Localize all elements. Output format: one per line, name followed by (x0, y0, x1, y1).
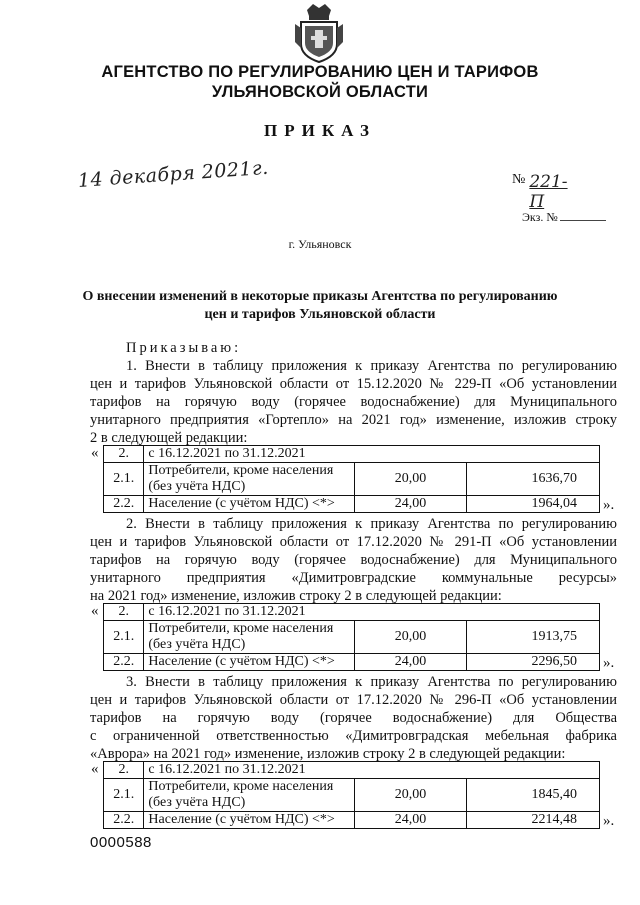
copy-number-blank (560, 210, 606, 221)
tariff-value-1: 20,00 (354, 779, 467, 812)
item1-line: 1. Внести в таблицу приложения к приказу Агентства по регулированию (126, 358, 617, 374)
table-row (104, 812, 600, 829)
row-number: 2.2. (104, 496, 144, 513)
consumer-label: Потребители, кроме населения (без учёта НДС) (144, 779, 354, 812)
consumer-label: Потребители, кроме населения (без учёта НДС) (144, 621, 354, 654)
tariff-value-2: 1636,70 (467, 463, 600, 496)
consumer-label: Население (с учётом НДС) <*> (144, 496, 354, 513)
row-number: 2.2. (104, 812, 144, 829)
period: с 16.12.2021 по 31.12.2021 (144, 446, 600, 463)
table-row (104, 463, 600, 496)
tariff-table (103, 445, 600, 513)
tariff-value-1: 20,00 (354, 621, 467, 654)
coat-of-arms-icon (293, 2, 345, 64)
consumer-label: Население (с учётом НДС) <*> (144, 812, 354, 829)
quote-close: ». (603, 813, 615, 829)
item2-line: цен и тарифов Ульяновской области от 17.12.2020 № 291-П «Об установлении (90, 534, 617, 550)
item1-line: цен и тарифов Ульяновской области от 15.12.2020 № 229-П «Об установлении (90, 376, 617, 392)
consumer-label: Потребители, кроме населения (без учёта НДС) (144, 463, 354, 496)
row-number: 2. (104, 604, 144, 621)
item3-line: с ограниченной ответственностью «Димитровградская мебельная фабрика (90, 728, 617, 744)
table-row (104, 446, 600, 463)
agency-name-line1: АГЕНТСТВО ПО РЕГУЛИРОВАНИЮ ЦЕН И ТАРИФОВ (101, 63, 539, 81)
item2-line: на 2021 год» изменение, изложив строку 2 в следующей редакции: (90, 588, 502, 604)
period: с 16.12.2021 по 31.12.2021 (144, 762, 600, 779)
row-number: 2. (104, 762, 144, 779)
row-number: 2.1. (104, 463, 144, 496)
item1-line: 2 в следующей редакции: (90, 430, 248, 446)
copy-number (522, 210, 606, 225)
tariff-value-2: 1964,04 (467, 496, 600, 513)
subject-line1: О внесении изменений в некоторые приказы Агентства по регулированию (82, 289, 558, 304)
table-row (104, 604, 600, 621)
city: г. Ульяновск (288, 237, 352, 251)
item1-line: унитарного предприятия «Гортепло» на 2021 год» изменение, изложив строку (90, 412, 617, 428)
tariff-value-2: 2296,50 (467, 654, 600, 671)
table-row (104, 496, 600, 513)
document-type: ПРИКАЗ (264, 121, 376, 140)
row-number: 2.1. (104, 621, 144, 654)
agency-name-line2: УЛЬЯНОВСКОЙ ОБЛАСТИ (211, 83, 429, 101)
period: с 16.12.2021 по 31.12.2021 (144, 604, 600, 621)
quote-open: « (91, 603, 99, 619)
table-row (104, 779, 600, 812)
quote-open: « (91, 445, 99, 461)
item3-line: «Аврора» на 2021 год» изменение, изложив строку 2 в следующей редакции: (90, 746, 566, 762)
tariff-value-1: 24,00 (354, 812, 467, 829)
order-number (512, 172, 568, 212)
item3-line: тарифов на горячую воду (горячее водоснабжение) для Общества (90, 710, 617, 726)
tariff-value-1: 20,00 (354, 463, 467, 496)
row-number: 2.2. (104, 654, 144, 671)
tariff-table (103, 761, 600, 829)
row-number: 2.1. (104, 779, 144, 812)
tariff-value-2: 1913,75 (467, 621, 600, 654)
order-word: Приказываю: (126, 340, 242, 356)
item2-line: тарифов на горячую воду (горячее водоснабжение) для Муниципального (90, 552, 617, 568)
item2-line: 2. Внести в таблицу приложения к приказу Агентства по регулированию (126, 516, 617, 532)
row-number: 2. (104, 446, 144, 463)
number-sign: № (512, 172, 526, 187)
tariff-value-2: 2214,48 (467, 812, 600, 829)
tariff-value-2: 1845,40 (467, 779, 600, 812)
table-row (104, 654, 600, 671)
tariff-table (103, 603, 600, 671)
handwritten-date: 14 декабря 2021г. (77, 156, 270, 192)
footer-code: 0000588 (90, 834, 152, 851)
subject-line2: цен и тарифов Ульяновской области (204, 307, 436, 322)
consumer-label: Население (с учётом НДС) <*> (144, 654, 354, 671)
item2-line: унитарного предприятия «Димитровградские коммунальные ресурсы» (90, 570, 617, 586)
tariff-value-1: 24,00 (354, 654, 467, 671)
item3-line: цен и тарифов Ульяновской области от 17.12.2020 № 296-П «Об установлении (90, 692, 617, 708)
quote-close: ». (603, 497, 615, 513)
quote-close: ». (603, 655, 615, 671)
table-row (104, 762, 600, 779)
quote-open: « (91, 761, 99, 777)
copy-label: Экз. № (522, 210, 558, 224)
item1-line: тарифов на горячую воду (горячее водоснабжение) для Муниципального (90, 394, 617, 410)
tariff-value-1: 24,00 (354, 496, 467, 513)
handwritten-number: 221-П (529, 172, 568, 212)
item3-line: 3. Внести в таблицу приложения к приказу Агентства по регулированию (126, 674, 617, 690)
table-row (104, 621, 600, 654)
